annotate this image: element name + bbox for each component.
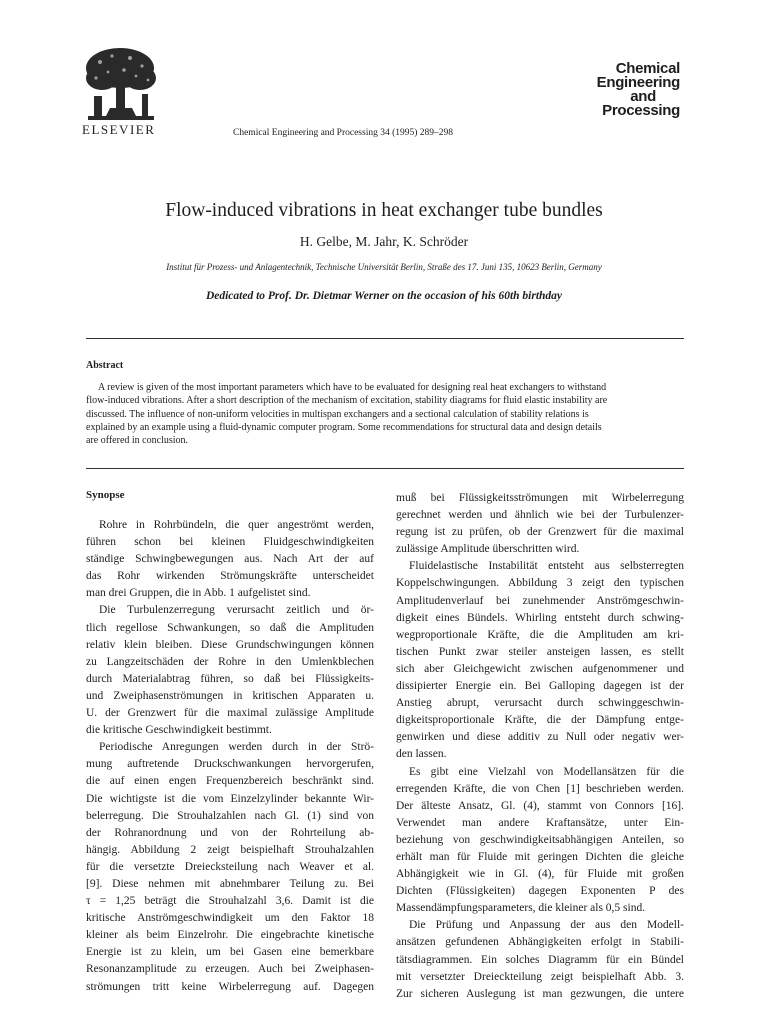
text-line: zulässige Amplitude überschritten wird. <box>396 543 580 556</box>
text-line: τ = 1,25 beträgt die Strouhalzahl 3,6. Damit ist die <box>86 895 374 908</box>
abstract-line: A review is given of the most important parameters which have to be evaluated for designing real heat exchangers to withstand <box>98 382 607 393</box>
text-line: digkeit eines Bündels. Whirling entsteht durch schwing- <box>396 611 684 624</box>
divider <box>86 468 684 469</box>
synopse-left-column <box>86 517 374 996</box>
abstract-line: flow-induced vibrations. After a short description of the mechanism of excitation, stability diagrams for fluid elastic instability are <box>86 395 608 407</box>
text-line: wegproportionale Kräfte, die die Amplituden am kri- <box>396 628 684 641</box>
text-line: tätsdiagrammen. Ein solches Diagramm für ein Bündel <box>396 953 684 966</box>
brand-line: Engineering <box>596 74 680 91</box>
text-line: Resonanzamplitude zu erzeugen. Auch bei Zweiphasen- <box>86 963 374 976</box>
text-line: Anstieg abrupt, verursacht durch schwinggeschwin- <box>396 697 684 710</box>
text-line: belerregung. Die Strouhalzahlen nach Gl. (1) sind von <box>86 809 374 822</box>
text-line: erhält man für Fluide mit geringen Dichten die gleiche <box>396 850 684 863</box>
text-line: den lassen. <box>396 748 447 761</box>
text-line: genwirken und diese additiv zu Null oder negativ wer- <box>396 731 684 744</box>
text-line: und Zweiphasenströmungen in kritischen Apparaten u. <box>86 689 374 702</box>
text-line: beziehung von geschwindigkeitsabhängigen Anteilen, so <box>396 833 684 846</box>
text-line: mit versetzter Dreieckteilung zeigt beispielhaft Abb. 3. <box>396 970 684 983</box>
text-line: Massendämpfungsparameters, die kleiner als 0,5 sind. <box>396 902 646 915</box>
text-line: tlich regellose Schwankungen, so daß die Amplituden <box>86 621 374 634</box>
paper-title: Flow-induced vibrations in heat exchanger tube bundles <box>165 200 603 221</box>
text-line: ansätzen gefundenen Abhängigkeiten erfolgt in Stabili- <box>396 936 684 949</box>
text-line: die kritische Geschwindigkeit bestimmt. <box>86 724 272 737</box>
text-line: Koppelschwingungen. Abbildung 3 zeigt den typischen <box>396 577 684 590</box>
text-line: für die versetzte Dreiecksteilung nach Weaver et al. <box>86 860 374 873</box>
text-line: kritische Anströmgeschwindigkeit um den Faktor 18 <box>86 912 374 925</box>
text-line: zu Langzeitschäden der Rohre in den Umlenkblechen <box>86 655 374 668</box>
text-line: erregenden Kräfte, die von Chen [1] beschrieben werden. <box>396 782 684 795</box>
text-line: strömungen tritt keine Wirbelerregung auf. Dagegen <box>86 980 374 993</box>
abstract-line: are offered in conclusion. <box>86 435 188 447</box>
text-line: dissipierter Energie ein. Bei Galloping dagegen ist der <box>396 680 684 693</box>
elsevier-tree-logo <box>80 44 162 124</box>
journal-brand <box>560 62 680 118</box>
text-line: mung auftretende Druckschwankungen hervorgerufen, <box>86 758 374 771</box>
text-line: ständige Schwingbewegungen aus. Nach Art der auf <box>86 553 374 566</box>
abstract-line: explained by an example using a fluid-dynamic computer program. Some recommendations for structural data and design details <box>86 421 602 433</box>
text-line: die auf einen engen Frequenzbereich beschränkt sind. <box>86 775 374 788</box>
text-line: Verwendet man andere Kraftansätze, unter Ein- <box>396 816 684 829</box>
journal-reference: Chemical Engineering and Processing 34 (1995) 289–298 <box>233 128 454 138</box>
text-line: Periodische Anregungen werden durch in der Strö- <box>99 741 374 754</box>
text-line: Die wichtigste ist die vom Einzelzylinder bekannte Wir- <box>86 792 374 805</box>
text-line: das Rohr wirkenden Strömungskräfte unterscheidet <box>86 570 374 583</box>
brand-line: Processing <box>602 102 680 119</box>
abstract-heading: Abstract <box>86 360 124 371</box>
brand-line: Chemical <box>615 60 680 77</box>
text-line: Abhängigkeit wie in Gl. (4), für Fluide mit großen <box>396 868 684 881</box>
synopse-heading: Synopse <box>86 489 125 501</box>
text-line: man drei Gruppen, die in Abb. 1 aufgelistet sind. <box>86 587 311 600</box>
text-line: Der älteste Ansatz, Gl. (4), stammt von Connors [16]. <box>396 799 684 812</box>
text-line: tischen Punkt zwar steiler ansteigen lassen, es stellt <box>396 645 684 658</box>
text-line: muß bei Flüssigkeitsströmungen mit Wirbelerregung <box>396 492 684 504</box>
dedication: Dedicated to Prof. Dr. Dietmar Werner on the occasion of his 60th birthday <box>205 290 563 302</box>
text-line: Rohre in Rohrbündeln, die quer angeströmt werden, <box>99 519 374 531</box>
text-line: Fluidelastische Instabilität entsteht aus selbsterregten <box>409 560 684 573</box>
text-line: U. der Grenzwert für die maximal zulässige Amplitude <box>86 707 374 720</box>
text-line: [9]. Diese nehmen mit abnehmbarer Teilung zu. Bei <box>86 877 374 890</box>
text-line: Die Prüfung und Anpassung der aus den Modell- <box>409 919 684 932</box>
text-line: Zur sicheren Auslegung ist man gezwungen, die untere <box>396 987 684 1000</box>
text-line: Energie ist zu klein, um bei Gasen eine bemerkbare <box>86 946 374 959</box>
paper-authors: H. Gelbe, M. Jahr, K. Schröder <box>299 234 469 249</box>
text-line: Die Turbulenzerregung verursacht zeitlich und ör- <box>99 604 374 617</box>
text-line: Dichten (Flüssigkeiten) dagegen Exponenten P des <box>396 885 684 898</box>
brand-line: and <box>630 88 656 105</box>
text-line: führen schon bei kleinen Fluidgeschwindigkeiten <box>86 536 374 549</box>
synopse-right-column <box>396 490 684 1003</box>
text-line: Es gibt eine Vielzahl von Modellansätzen für die <box>409 765 684 778</box>
abstract-line: discussed. The influence of non-uniform velocities in multispan exchangers and a sectional calculation of stability relations is <box>86 408 589 420</box>
text-line: durch Materialabtrag führen, so daß bei Flüssigkeits- <box>86 672 374 685</box>
text-line: kleiner als beim Einzelrohr. Die eingebrachte kinetische <box>86 929 374 942</box>
text-line: gerechnet werden und ähnlich wie bei der Turbulenzer- <box>396 509 684 522</box>
text-line: relativ klein bleiben. Diese Grundschwingungen können <box>86 638 374 651</box>
divider <box>86 338 684 339</box>
author-affiliation: Institut für Prozess- und Anlagentechnik, Technische Universität Berlin, Straße des 17. Juni 135, 10623 Berlin, Germany <box>166 262 602 272</box>
text-line: der Rohranordnung und von der Rohrteilung ab- <box>86 826 374 839</box>
publisher-name: ELSEVIER <box>82 122 156 137</box>
text-line: digkeitsproportionale Kräfte, die der Dämpfung entge- <box>396 714 684 727</box>
text-line: Amplitudenverlauf bei zunehmender Anströmgeschwin- <box>396 594 684 607</box>
text-line: hängig. Abbildung 2 zeigt beispielhaft Strouhalzahlen <box>86 843 374 856</box>
text-line: regung ist zu prüfen, ob der Grenzwert für die maximal <box>396 526 684 539</box>
text-line: sich aber Gleichgewicht zwischen aufgenommener und <box>396 662 684 675</box>
abstract-body <box>86 381 684 447</box>
